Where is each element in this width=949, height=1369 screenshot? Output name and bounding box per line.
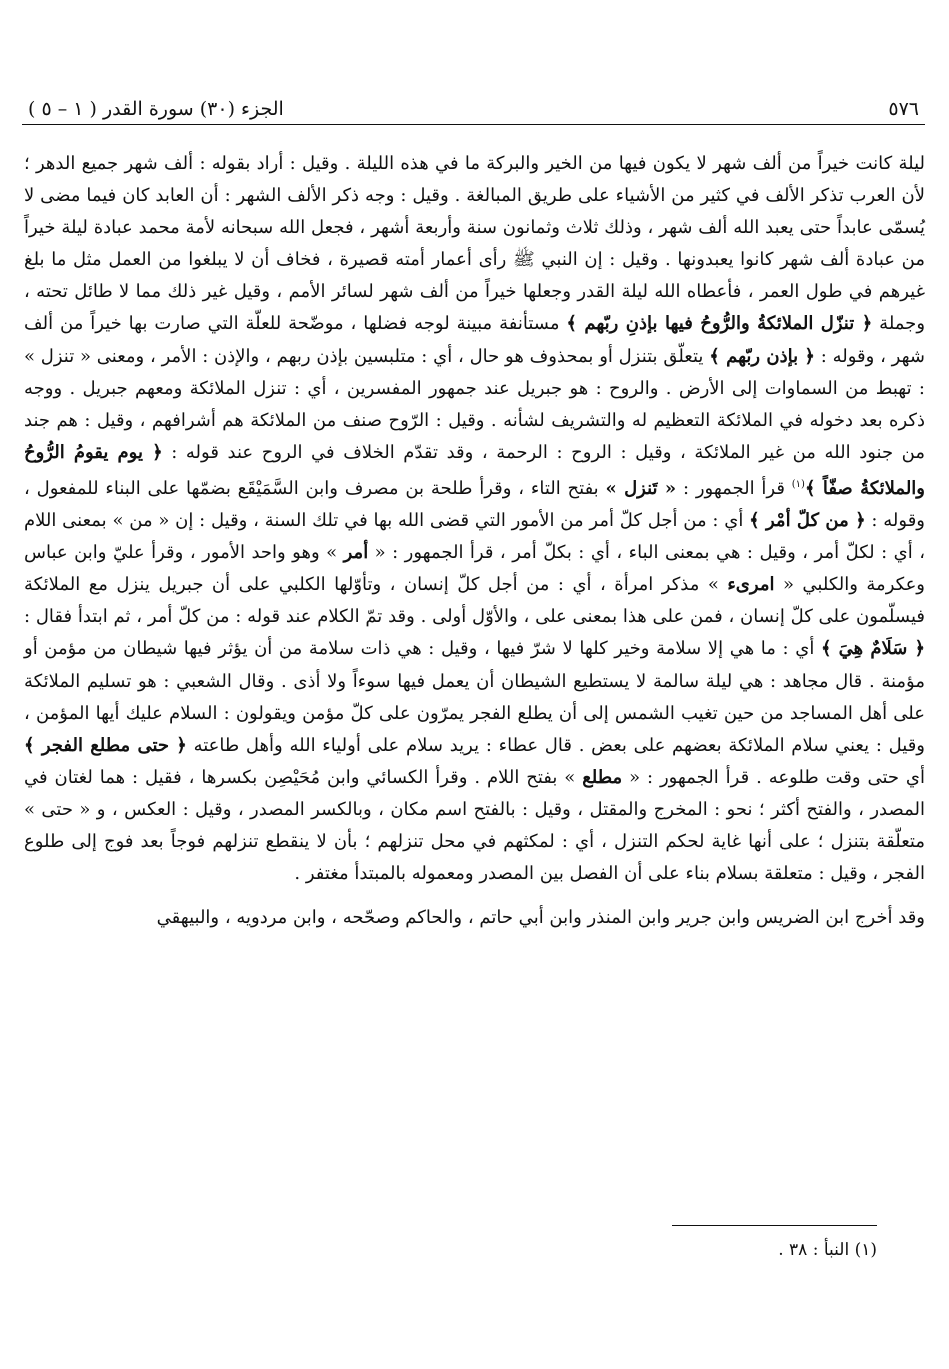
text-segment: ليلة كانت خيراً من ألف شهر لا يكون فيها من الخير والبركة ما في هذه الليلة . وقيل : أراد بقوله : ألف شهر جميع الدهر ؛ لأن العرب تذكر الألف في كثير من الأشياء على طريق المبالغة . وقيل : وجه ذكر الألف الشهر : أن العابد كان فيما مضى لا يُسمّى عابداً حتى يعبد الله ألف شهر ، وذلك ثلاث وثمانون سنة وأربعة أشهر ، فجعل الله سبحانه لأمة محمد عبادة ليلة خيراً من عبادة ألف شهر كانوا يعبدونها . وقيل : إن النبي ﷺ رأى أعمار أمته قصيرة ، فخاف أن لا يبلغوا من العمل مثل ما بلغ غيرهم في طول العمر ، فأعطاه الله ليلة القدر وجعلها خيراً من ألف شهر لسائر الأمم ، وقيل غير ذلك مما لا طائل تحته ، وجملة	[24, 153, 926, 335]
paragraph-1	[24, 148, 925, 890]
text-segment: » بفتح اللام . وقرأ الكسائي وابن مُحَيْصِن بكسرها ، فقيل : هما لغتان في المصدر ، والفتح أكثر ؛ نحو : المخرج والمقتل ، وقيل : بالفتح اسم مكان ، وبالكسر المصدر ، وقيل : العكس ، و « حتى » متعلّقة بتنزل ؛ على أنها غاية لحكم التنزل ، أي : لمكثهم في محل تنزلهم ؛ بأن لا ينقطع تنزلهم فوجاً بعد فوج إلى طلوع الفجر ، وقيل : متعلقة بسلام بناء على أن الفصل بين المصدر ومعموله بالمبتدأ مغتفر .	[24, 766, 925, 885]
quran-quote: « تَنزل »	[605, 477, 677, 499]
footnote: (١) النبأ : ٣٨ .	[778, 1240, 877, 1260]
paragraph-2: وقد أخرج ابن الضريس وابن جرير وابن المنذر وابن أبي حاتم ، والحاكم وصحّحه ، وابن مردويه ، والبيهقي	[156, 907, 925, 929]
quran-quote: ﴿ من كلّ أمْر ﴾	[749, 510, 866, 532]
text-segment: مستأنفة مبينة لوجه فضلها ، موضّحة للعلّة التي صارت بها خيراً من ألف شهر ، وقوله :	[24, 313, 925, 367]
quran-word: امرىء	[727, 574, 775, 596]
text-segment: أي حتى وقت طلوعه . قرأ الجمهور : «	[622, 766, 925, 788]
running-title: الجزء (٣٠) سورة القدر ( ١ – ٥ )	[28, 98, 284, 120]
quran-word: مطلع	[582, 766, 623, 788]
text-segment: بفتح التاء ، وقرأ طلحة بن مصرف وابن السَّمَيْقَع بضمّها على البناء للمفعول ، وقوله :	[24, 477, 925, 532]
text-segment: » مذكر امرأة ، أي : من أجل كلّ إنسان ، وتأوّلها الكلبي على أن جبريل ينزل مع الملائكة فيسلّمون على كلّ إنسان ، فمن على هذا بمعنى على ، والأوّل أولى . وقد تمّ الكلام عند قوله : من كلّ أمر ، ثم ابتدأ فقال :	[24, 574, 925, 628]
text-segment: يتعلّق بتنزل أو بمحذوف هو حال ، أي : متلبسين بإذن ربهم ، والإذن : الأمر ، ومعنى « تنزل » : تهبط من السماوات إلى الأرض . والروح : هو جبريل عند جمهور المفسرين ، أي : تنزل الملائكة ومعهم جبريل . ووجه ذكره بعد دخوله في الملائكة التعظيم له والتشريف لشأنه . وقيل : الرّوح صنف من الملائكة هم أشرافهم ، وقيل : هم جند من جنود الله من غير الملائكة ، وقيل : الروح : الرحمة ، وقد تقدّم الخلاف في الروح عند قوله :	[24, 345, 925, 463]
quran-quote: ﴿ تنزّل الملائكةُ والرُّوحُ فيها بإذنِ ربّهم ﴾	[566, 313, 873, 335]
main-text	[24, 148, 925, 934]
running-header	[22, 88, 925, 120]
text-segment: » وهو واحد الأمور ، وقرأ عليّ وابن عباس وعكرمة والكلبي «	[24, 542, 926, 596]
quran-quote: ﴿ بإذن ربّهم ﴾	[709, 345, 815, 367]
text-segment: أي : ما هي إلا سلامة وخير كلها لا شرّ فيها ، وقيل : هي ذات سلامة من أن يؤثر فيها شيطان من مؤمن أو مؤمنة . قال مجاهد : هي ليلة سالمة لا يستطيع الشيطان أن يعمل فيها سوءاً ولا أذى . وقال الشعبي : هو تسليم الملائكة على أهل المساجد من حين تغيب الشمس إلى أن يطلع الفجر يمرّون على كلّ مؤمن ويقولون : السلام عليك أيها المؤمن ، وقيل : يعني سلام الملائكة بعضهم على بعض . قال عطاء : يريد سلام على أولياء الله وأهل طاعته	[24, 638, 926, 756]
quran-quote: ﴿ سَلَامٌ هِيَ ﴾	[820, 638, 925, 660]
footnote-divider	[672, 1225, 877, 1226]
footnote-reference: (١)	[791, 478, 805, 490]
text-segment: قرأ الجمهور :	[676, 477, 792, 499]
quran-quote: ﴿ حتى مطلع الفجر ﴾	[24, 734, 187, 756]
quran-word: أمر	[343, 542, 369, 564]
text-segment: أي : من أجل كلّ أمر من الأمور التي قضى الله بها في تلك السنة ، وقيل : إن « من » بمعنى اللام ، أي : لكلّ أمر ، وقيل : هي بمعنى الباء ، أي : بكلّ أمر ، قرأ الجمهور : «	[24, 510, 925, 564]
page-number: ٥٧٦	[888, 98, 919, 120]
header-divider	[22, 124, 925, 125]
quran-quote: ﴿ يوم يقومُ الرُّوحُ والملائكةُ صفّاً ﴾	[24, 441, 925, 499]
